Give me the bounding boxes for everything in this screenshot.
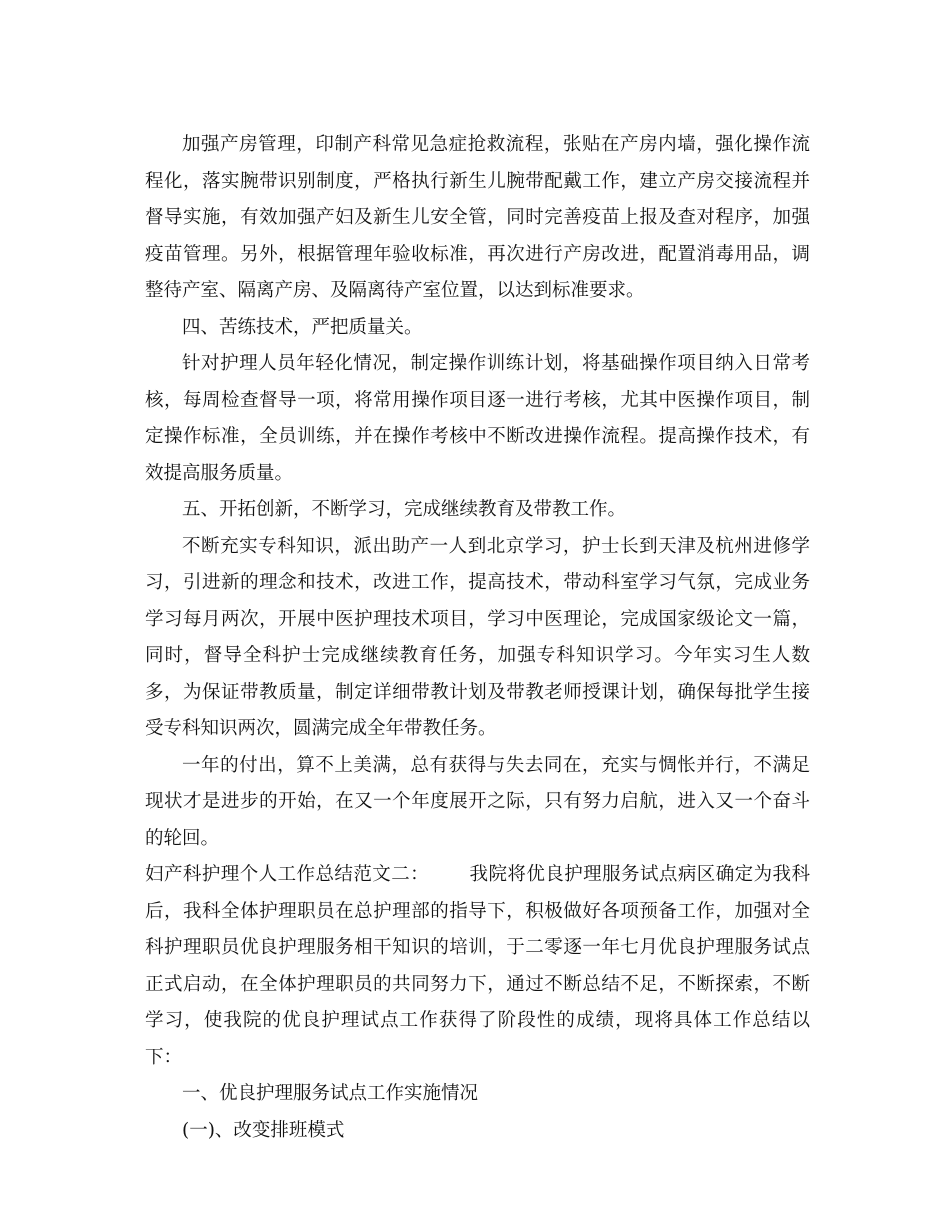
sample-two-body: 我院将优良护理服务试点病区确定为我科后，我科全体护理职员在总护理部的指导下，积极做好各项预备工作，加强对全科护理职员优良护理服务相干知识的培训，于二零逐一年七月优良护理服务试点正式启动，在全体护理职员的共同努力下，通过不断总结不足，不断探索，不断学习，使我院的优良护理试点工作获得了阶段性的成绩，现将具体工作总结以下：: [145, 864, 810, 1068]
paragraph-conclusion: 一年的付出，算不上美满，总有获得与失去同在，充实与惆怅并行，不满足现状才是进步的开始，在又一个年度展开之际，只有努力启航，进入又一个奋斗的轮回。: [145, 754, 810, 849]
sample-two-heading: 妇产科护理个人工作总结范文二：: [145, 864, 430, 885]
paragraph-skills-training: 针对护理人员年轻化情况，制定操作训练计划，将基础操作项目纳入日常考核，每周检查督导一项，将常用操作项目逐一进行考核，尤其中医操作项目，制定操作标准，全员训练，并在操作考核中不断改进操作流程。提高操作技术，有效提高服务质量。: [145, 353, 810, 484]
section-heading-four: 四、苦练技术，严把质量关。: [182, 316, 423, 338]
paragraph-continuing-education: 不断充实专科知识，派出助产一人到北京学习，护士长到天津及杭州进修学习，引进新的理念和技术，改进工作，提高技术，带动科室学习气氛，完成业务学习每月两次，开展中医护理技术项目，学习中医理论，完成国家级论文一篇，同时，督导全科护士完成继续教育任务，加强专科知识学习。今年实习生人数多，为保证带教质量，制定详细带教计划及带教老师授课计划，确保每批学生接受专科知识两次，圆满完成全年带教任务。: [145, 535, 810, 739]
subheading-scheduling: (一)、改变排班模式: [182, 1119, 345, 1141]
paragraph-delivery-room-management: 加强产房管理，印制产科常见急症抢救流程，张贴在产房内墙，强化操作流程化，落实腕带识别制度，严格执行新生儿腕带配戴工作，建立产房交接流程并督导实施，有效加强产妇及新生儿安全管，同时完善疫苗上报及查对程序，加强疫苗管理。另外，根据管理年验收标准，再次进行产房改进，配置消毒用品，调整待产室、隔离产房、及隔离待产室位置，以达到标准要求。: [145, 134, 810, 301]
paragraph-sample-two: [145, 857, 810, 1076]
subheading-implementation: 一、优良护理服务试点工作实施情况: [182, 1083, 479, 1104]
section-heading-five: 五、开拓创新，不断学习，完成继续教育及带教工作。: [182, 499, 627, 520]
document-body: [145, 127, 810, 1149]
